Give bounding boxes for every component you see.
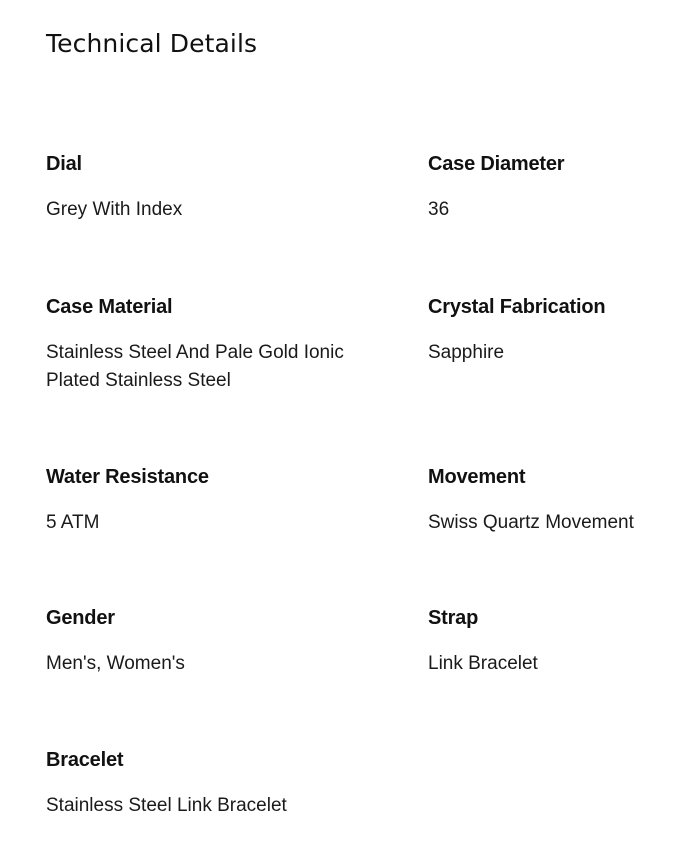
spec-label-movement: Movement xyxy=(428,466,526,488)
technical-details-heading: Technical Details xyxy=(46,29,258,58)
spec-label-water-resistance: Water Resistance xyxy=(46,466,209,488)
spec-label-crystal-fabrication: Crystal Fabrication xyxy=(428,296,606,318)
spec-movement xyxy=(428,465,693,537)
spec-value-bracelet: Stainless Steel Link Bracelet xyxy=(46,795,287,816)
spec-value-movement: Swiss Quartz Movement xyxy=(428,512,634,533)
spec-gender xyxy=(46,606,386,678)
spec-value-water-resistance: 5 ATM xyxy=(46,512,100,533)
spec-label-case-diameter: Case Diameter xyxy=(428,153,565,175)
spec-dial xyxy=(46,152,386,224)
spec-strap xyxy=(428,606,693,678)
spec-crystal-fabrication xyxy=(428,295,693,367)
spec-case-material xyxy=(46,295,386,395)
spec-label-strap: Strap xyxy=(428,607,479,629)
spec-value-gender: Men's, Women's xyxy=(46,653,185,674)
spec-label-dial: Dial xyxy=(46,153,82,175)
spec-bracelet xyxy=(46,748,386,820)
spec-label-case-material: Case Material xyxy=(46,296,173,318)
spec-label-bracelet: Bracelet xyxy=(46,749,124,771)
spec-case-diameter xyxy=(428,152,693,224)
spec-value-case-material: Stainless Steel And Pale Gold Ionic Plated Stainless Steel xyxy=(46,342,344,391)
spec-value-crystal-fabrication: Sapphire xyxy=(428,342,505,363)
spec-water-resistance xyxy=(46,465,386,537)
spec-value-dial: Grey With Index xyxy=(46,199,183,220)
spec-value-strap: Link Bracelet xyxy=(428,653,538,674)
spec-value-case-diameter: 36 xyxy=(428,199,450,220)
spec-label-gender: Gender xyxy=(46,607,115,629)
